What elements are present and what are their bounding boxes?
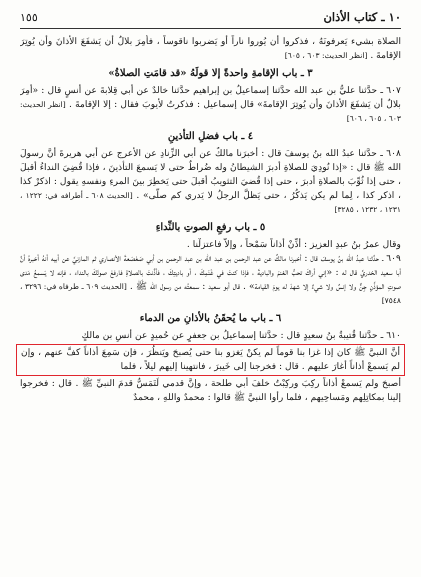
hadith-reference: [الحديث ٦٠٨ ـ أطرافه في: ١٢٢٢ ، ١٢٣١ ، ١٢٣٢ ، ٣٢٨٥] [20, 191, 401, 214]
paragraph-text: ٦٠٧ ـ حدَّثنا عليُّ بن عبد الله حدَّثنا إسماعيلُ بن إبراهيم حدَّثنا خالدٌ عن أبي قِلابةَ عن أنسٍ قال : «أُمِرَ بلالٌ أن يَشفَعَ الأذانَ وأن يُوتِرَ الإقامةَ» قال إسماعيل : فذكرتُ لأيوبَ فقال : إلا الإقامةَ . [20, 85, 401, 110]
paragraph-text: ٦٠٨ ـ حدَّثنا عبدُ الله بنُ يوسفَ قال : أخبرَنا مالكٌ عن أبي الزِّنادِ عن الأعرج عن أبي هريرةَ أنَّ رسولَ الله ﷺ قال : «إذا نُودِيَ للصلاةِ أدبرَ الشيطانُ وله ضُراطٌ حتى لا يَسمعَ التأذينَ ، فإذا قُضِيَ النداءُ أقبلَ ، حتى إذا ثُوِّبَ بالصلاةِ أدبرَ ، حتى إذا قُضيَ التثويبُ أقبلَ حتى يَخطِرَ بينَ المرءِ ونفسهِ يقول : اذكرْ كذا ، اذكر كذا ، لِما لم يكن يَذكُرُ ، حتى يَظلَّ الرجلُ لا يَدري كم صلّى» . [20, 148, 401, 201]
section-heading: ٦ ـ باب ما يُحقَنُ بالأذانِ من الدماء [139, 313, 282, 324]
hadith-reference: [الحديث ٦٠٩ ـ طرفاه في: ٣٢٩٦ ، ٧٥٤٨] [20, 282, 401, 305]
paragraph-text: وقال عمرُ بنُ عبدِ العزيز : أذِّنْ أذاناً سَمْحاً ، وإلاَّ فاعتزلْنا . [186, 239, 401, 250]
hadith-reference: [انظر الحديث: ٦٠٣ ، ٦٠٥] [284, 51, 368, 60]
paragraph-text: أنَّ النبيَّ ﷺ كان إذا غزا بنا قوماً لم يكنْ يَغزو بنا حتى يُصبحَ ويَنظُرَ ، فإن سَمِعَ أذاناً كفَّ عنهم ، وإن لم يَسمعْ أذاناً أغارَ عليهم . قال : فخرجنا إلى خَيبرَ ، فانتهينا إليهم ليلاً ، فلما [21, 347, 400, 372]
section-heading: ٥ ـ باب رفعِ الصوتِ بالنِّداءِ [155, 222, 266, 233]
paragraph [20, 147, 401, 217]
paragraph [20, 252, 401, 308]
paragraph-text: ٦١٠ ـ حدَّثنا قُتيبةُ بنُ سعيدٍ قال : حدَّثنا إسماعيلُ بن جعفرٍ عن حُميدٍ عن أنسِ بن مالكٍ [81, 330, 401, 341]
page-number: ١٥٥ [20, 11, 38, 24]
page-content [20, 35, 401, 405]
paragraph [20, 238, 401, 252]
paragraph-text: ٦٠٩ ـ حدَّثنا عبدُ الله بنُ يوسفَ قال : أخبرنا مالكٌ عن عبد الرحمن بن عبد الله بن عبد الرحمن بن أبي صَعْصَعةَ الأنصاري ثم المازنيِّ عن أبيه أنهُ أخبرهُ أنَّ أبا سعيد الخدريَّ قال له : «إني أراكَ تحبُّ الغنمَ والباديةَ ، فإذا كنتَ في غَنَمِكَ ، أو باديتِكَ ، فأذَّنتَ بالصلاةِ فارفعْ صوتَكَ بالنداء ، فإنه لا يَسمعُ مَدى صوتِ المؤذِّنِ جِنٌّ ولا إنسٌ ولا شيءٌ إلا شهدَ له يومَ القيامة» . قال أبو سعيد : سمعتُه من رسول الله ﷺ . [20, 253, 401, 292]
paragraph [20, 35, 401, 63]
section-heading: ٣ ـ باب الإقامةِ واحدةً إلا قولَهُ «قد قامَتِ الصلاةُ» [108, 68, 313, 79]
paragraph [20, 329, 401, 343]
section-heading: ٤ ـ باب فضلِ التأذينِ [167, 131, 254, 142]
paragraph [20, 84, 401, 126]
paragraph-text: أصبحَ ولم يَسمعْ أذاناً ركِبَ وركِبْتُ خلفَ أبي طلحة ، وإنَّ قدمي لَتَمَسُّ قدمَ النبيِّ ﷺ . قال : فخرجوا إلينا بمكاتِلِهم ومَساحِيهم ، فلما رأوا النبيَّ ﷺ قالوا : محمدٌ واللهِ ، محمدٌ [20, 378, 401, 403]
paragraph [20, 377, 401, 405]
hadith-reference: [انظر الحديث: ٦٠٣ ، ٦٠٥ ، ٦٠٦] [20, 100, 401, 123]
page-header [20, 10, 401, 29]
paragraph-text: الصلاة بشيء يَعرفونَهُ ، فذكروا أن يُوروا ناراً أو يَضربوا ناقوساً ، فأُمِرَ بلالٌ أن يَشفَعَ الأذانَ وأن يُوتِرَ الإقامةَ . [20, 36, 401, 61]
running-title: ١٠ ـ كتاب الأذان [323, 10, 401, 24]
highlighted-passage [16, 344, 405, 376]
